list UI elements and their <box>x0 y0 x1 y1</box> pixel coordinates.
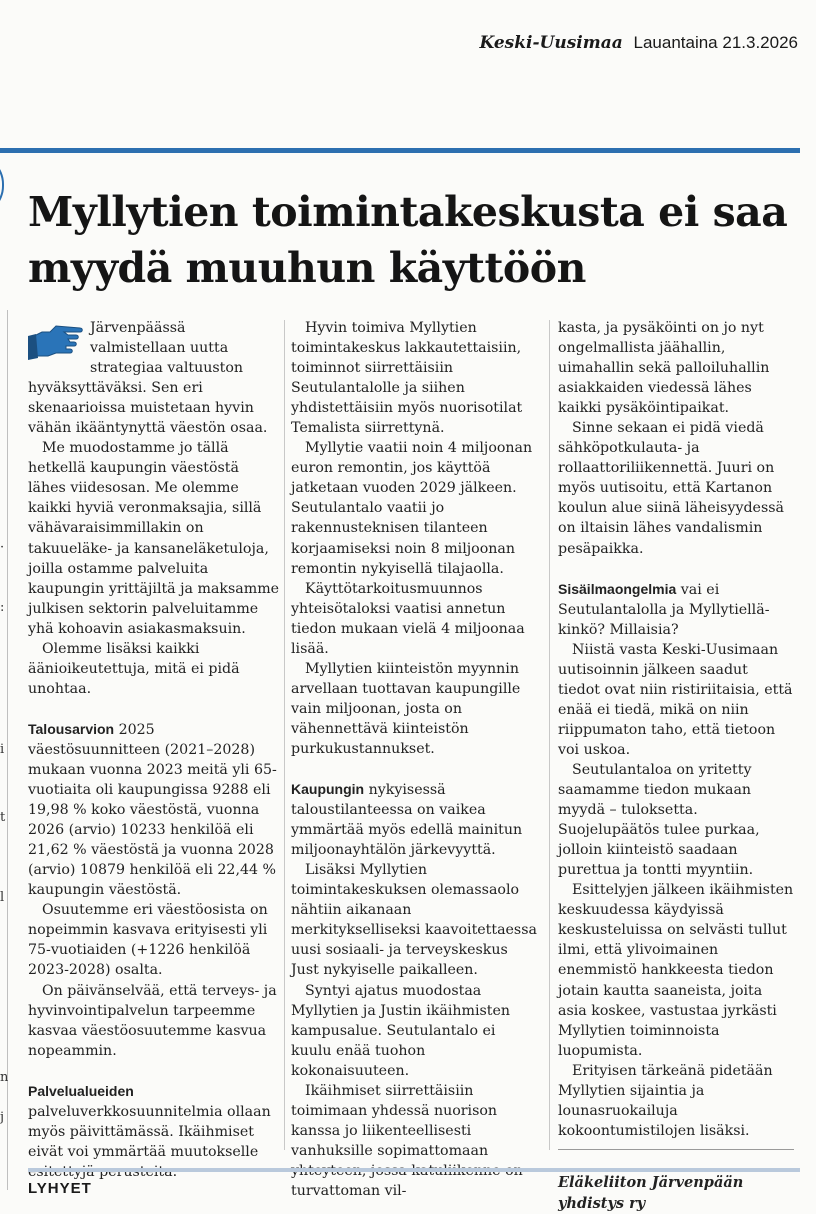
edge-fragment: j <box>0 1110 5 1125</box>
lead-paragraph: Järvenpäässä valmistellaan uutta strategiaa valtuuston hyväksyttäväksi. Sen eri skenaarioissa muistetaan hyvin vähän ikääntynyttä väestön osaa. <box>28 320 268 437</box>
paragraph-text: nykyisessä taloustilanteessa on vaikea ymmärtää myös edellä mainitun miljoonayhtälön järkevyyttä. <box>291 782 523 859</box>
column-1 <box>28 318 280 1182</box>
section-lead: Palvelualueiden <box>28 1082 134 1099</box>
next-section-label: LYHYET <box>28 1180 92 1197</box>
edge-fragment: t <box>0 810 6 825</box>
body-paragraph: Olemme lisäksi kaikki äänioikeutettuja, mitä ei pidä unohtaa. <box>28 640 240 697</box>
issue-date: Lauantaina 21.3.2026 <box>633 33 798 52</box>
pointing-hand-icon <box>28 320 84 362</box>
body-paragraph <box>28 1081 280 1182</box>
column-divider <box>284 320 285 1150</box>
edge-fragment: · <box>0 540 5 555</box>
body-paragraph: On päivänselvää, että terveys- ja hyvinvointipalvelun tarpeemme kasvaa väestöosuutemme kasvua nopeammin. <box>28 982 277 1059</box>
bottom-rule <box>28 1168 800 1172</box>
edge-fragment: n <box>0 1070 9 1085</box>
body-paragraph: Syntyi ajatus muodostaa Myllytien ja Justin ikäihmisten kampusalue. Seutulantalo ei kuulu enää tuohon kokonaisuuteen. <box>291 982 511 1079</box>
left-edge-line <box>7 310 8 1190</box>
body-paragraph <box>28 719 280 900</box>
body-paragraph: Käyttötarkoitusmuunnos yhteisötaloksi vaatisi annetun tiedon mukaan vielä 4 miljoonaa lisää. <box>291 580 525 657</box>
column-2 <box>291 318 538 1201</box>
section-lead: Talousarvion <box>28 720 115 737</box>
body-paragraph: Seutulantaloa on yritetty saamamme tiedon mukaan myydä – tuloksetta. Suojelupäätös tulee purkaa, jolloin kiinteistö saadaan purettua ja tontti myyntiin. <box>558 761 760 879</box>
paragraph-text: palveluverkkosuunnitelmia ollaan myös päivittämässä. Ikäihmiset eivät voi ymmärtää muutokselle <box>28 1103 271 1160</box>
column-3 <box>558 318 794 1214</box>
masthead <box>479 33 798 53</box>
paragraph-text: vai ei Seutulantalolla ja Myllytielläkinkö? Millaisia? <box>558 581 770 638</box>
body-paragraph: Myllytien kiinteistön myynnin arvellaan tuottavan kaupungille vain miljoonan, josta on vähennettävä kiinteistön purkukustannukset. <box>291 660 521 757</box>
body-paragraph: Sinne sekaan ei pidä viedä sähköpotkulauta- ja rollaattoriliikennettä. Juuri on myös uutisoitu, että Kartanon koulun alue siinä läheisyydessä on iltaisin lähes vandalismin pesäpaikka. <box>558 420 784 557</box>
body-paragraph <box>558 579 794 640</box>
body-paragraph: Erityisen tärkeänä pidetään Myllytien sijaintia ja lounasruokailuja kokoontumistilojen lisäksi. <box>558 1062 773 1139</box>
top-rule <box>0 148 800 153</box>
paper-name: Keski-Uusimaa <box>479 33 623 53</box>
section-lead: Sisäilmaongelmia <box>558 580 677 597</box>
body-paragraph: kasta, ja pysäköinti on jo nyt ongelmallista jäähallin, uimahallin sekä palloiluhallin asiakkaiden viedessä lähes kaikki pysäköintipaikat. <box>558 320 770 417</box>
edge-fragment: i <box>0 742 5 757</box>
left-edge-ornament <box>0 154 4 216</box>
body-paragraph: Niistä vasta Keski-Uusimaan uutisoinnin jälkeen saadut tiedot ovat niin ristiriitaisia, että enää ei tiedä, mikä on niin riippumaton taho, että tietoon voi uskoa. <box>558 641 793 758</box>
paragraph-text: 2025 väestösuunnitteen (2021–2028) mukaan vuonna 2023 meitä yli 65-vuotiaita oli kaupungissa 9288 eli 19,98 % koko väestöstä, vuonna 2026 (arvio) 10233 henkilöä eli 21,62 % väestöstä ja vuonna 2028 (arvio) 10879 henkilöä eli 22,44 % kaupungin väestöstä. <box>28 721 277 899</box>
body-paragraph <box>291 779 538 860</box>
body-paragraph: Lisäksi Myllytien toimintakeskuksen olemassaolo nähtiin aikanaan merkitykselliseksi kaavoitettaessa uusi sosiaali- ja terveyskeskus Just nykyiselle paikalleen. <box>291 862 537 979</box>
body-paragraph: Myllytie vaatii noin 4 miljoonan euron remontin, jos käyttöä jatketaan vuoden 2029 jälkeen. Seutulantalo vaatii jo rakennusteknisen tilanteen korjaamiseksi noin 8 miljoonan remontin nykyisellä tilajaolla. <box>291 440 533 577</box>
body-paragraph: Osuutemme eri väestöosista on nopeimmin kasvava erityisesti yli 75-vuotiaiden (+1226 henkilöä 2023-2028) osalta. <box>28 902 268 979</box>
article-signature: Eläkeliiton Järvenpään yhdistys ry <box>558 1173 744 1212</box>
body-paragraph: Esittelyjen jälkeen ikäihmisten keskuudessa käydyissä keskusteluissa on selvästi tullut ilmi, että ylivoimainen enemmistö hankkeesta tiedon jotain kautta saaneista, joita asia koskee, vastustaa jyrkästi Myllytien toiminnoista luopumista. <box>558 882 794 1059</box>
article-headline: Myllytien toimintakeskusta ei saa myydä muuhun käyttöön <box>28 188 788 292</box>
section-lead: Kaupungin <box>291 781 365 798</box>
signature-rule <box>558 1149 794 1150</box>
body-paragraph: Hyvin toimiva Myllytien toimintakeskus lakkautettaisiin, toiminnot siirrettäisiin Seutulantalolle ja siihen yhdistettäisiin myös nuorisotilat Temalista siirrettynä. <box>291 320 523 437</box>
column-divider <box>549 320 550 1150</box>
edge-fragment: l <box>0 890 5 905</box>
edge-fragment: : <box>0 600 5 615</box>
body-paragraph: Ikäihmiset siirrettäisiin toimimaan yhdessä nuorison kanssa jo liikenteellisesti vanhuksille sopimattomaan turvattoman vil- <box>291 1082 498 1199</box>
body-paragraph: Me muodostamme jo tällä hetkellä kaupungin väestöstä lähes viidesosan. Me olemme kaikki hyviä veronmaksajia, sillä vähävaraisimmillakin on takuueläke- ja kansaneläketuloja, joilla ostamme palveluita kaupungin yrittäjiltä ja maksamme julkisen sektorin palveluitamme yhä kohoavin asiakasmaksuin. <box>28 440 280 637</box>
